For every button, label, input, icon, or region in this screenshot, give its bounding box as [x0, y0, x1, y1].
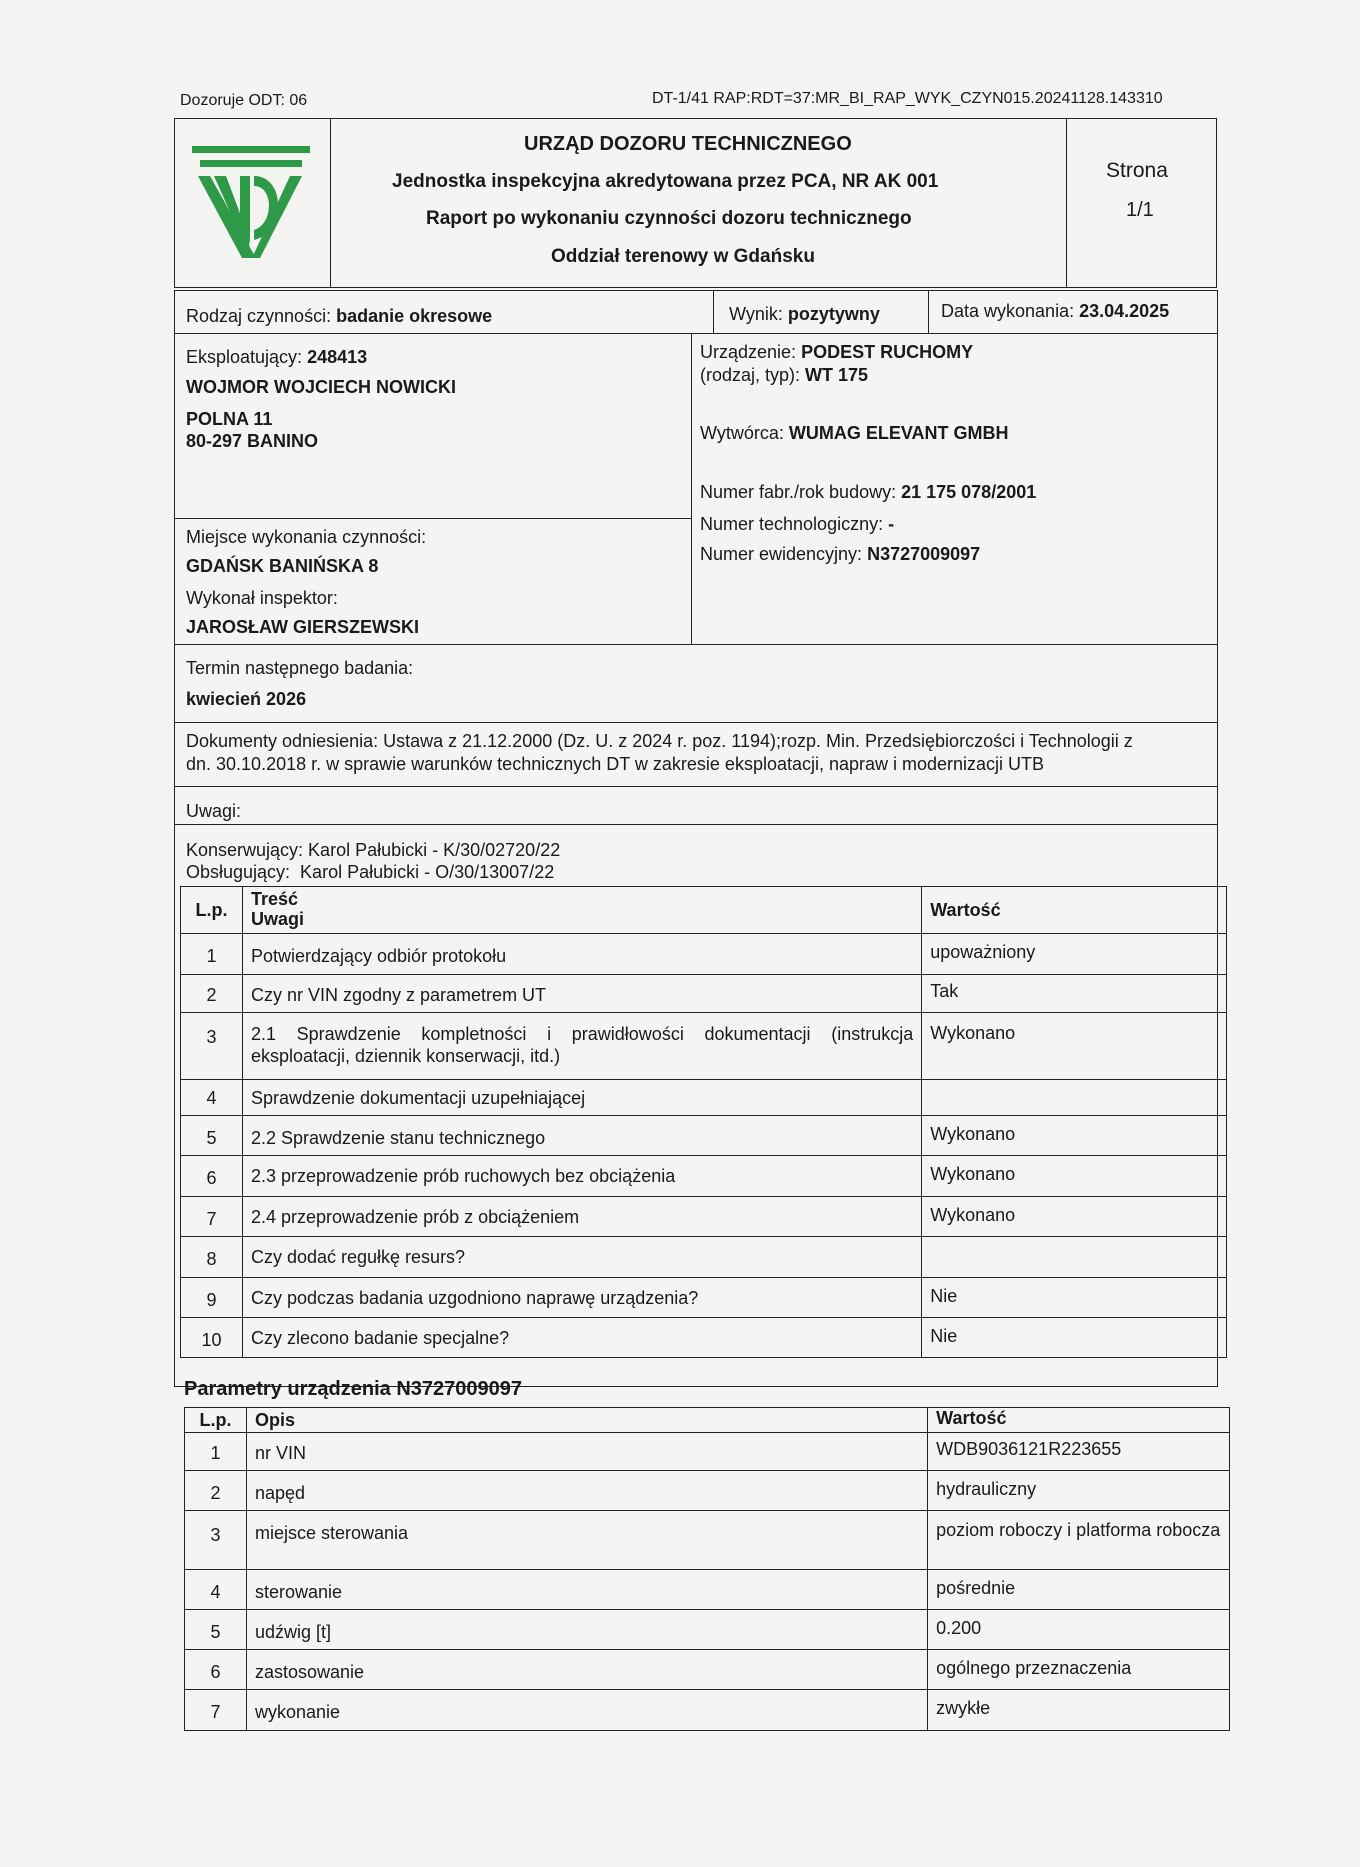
title-report: Raport po wykonaniu czynności dozoru technicznego [426, 208, 912, 229]
table-row: 7 wykonanie zwykłe [185, 1690, 1230, 1731]
inspector-name: JAROSŁAW GIERSZEWSKI [186, 617, 420, 637]
parameters-title: Parametry urządzenia N3727009097 [184, 1378, 522, 1400]
device-value: PODEST RUCHOMY [801, 342, 974, 362]
table-row: 4 sterowanie pośrednie [185, 1570, 1230, 1610]
operator-staff: Obsługujący: Karol Pałubicki - O/30/13007/22 [186, 862, 555, 882]
operator-field: Eksploatujący: 248413 [186, 347, 368, 367]
next-test-value: kwiecień 2026 [186, 689, 307, 709]
manufacturer-value: WUMAG ELEVANT GMBH [788, 423, 1009, 443]
registry-number-field: Numer ewidencyjny: N3727009097 [700, 544, 981, 564]
operator-street: POLNA 11 [186, 409, 273, 429]
table-row: 1 Potwierdzający odbiór protokołu upoważniony [181, 934, 1227, 975]
parameters-header-lp: L.p. [185, 1408, 247, 1433]
page-number: 1/1 [1126, 199, 1154, 221]
title-office: URZĄD DOZORU TECHNICZNEGO [524, 133, 852, 155]
device-field: Urządzenie: PODEST RUCHOMY [700, 342, 974, 362]
table-row: 2 Czy nr VIN zgodny z parametrem UT Tak [181, 975, 1227, 1013]
table-row: 9 Czy podczas badania uzgodniono naprawę urządzenia? Nie [181, 1278, 1227, 1318]
inspector-label: Wykonał inspektor: [186, 588, 338, 608]
reference-docs-line-1: Dokumenty odniesienia: Ustawa z 21.12.2000 (Dz. U. z 2024 r. poz. 1194);rozp. Min. Przedsiębiorczości i Technologii z [186, 731, 1133, 751]
place-value: GDAŃSK BANIŃSKA 8 [186, 556, 379, 576]
checks-header-row [181, 887, 1227, 934]
place-label: Miejsce wykonania czynności: [186, 527, 427, 547]
supervising-office: Dozoruje ODT: 06 [180, 92, 308, 109]
activity-type: Rodzaj czynności: badanie okresowe [186, 306, 493, 326]
parameters-header-value: Wartość [928, 1408, 1230, 1433]
document-reference: DT-1/41 RAP:RDT=37:MR_BI_RAP_WYK_CZYN015.20241128.143310 [652, 90, 1163, 107]
table-row: 5 udźwig [t] 0.200 [185, 1610, 1230, 1650]
table-row: 7 2.4 przeprowadzenie prób z obciążeniem Wykonano [181, 1197, 1227, 1237]
device-type-value: WT 175 [805, 365, 869, 385]
title-accreditation: Jednostka inspekcyjna akredytowana przez PCA, NR AK 001 [392, 171, 939, 192]
next-test-label: Termin następnego badania: [186, 658, 414, 678]
table-row: 6 zastosowanie ogólnego przeznaczenia [185, 1650, 1230, 1690]
serial-year-value: 21 175 078/2001 [901, 482, 1037, 502]
parameters-header-description: Opis [246, 1408, 927, 1433]
maintainer: Konserwujący: Karol Pałubicki - K/30/02720/22 [186, 840, 561, 860]
title-branch: Oddział terenowy w Gdańsku [551, 246, 815, 267]
checks-table [180, 886, 1227, 1358]
table-row: 1 nr VIN WDB9036121R223655 [185, 1433, 1230, 1471]
operator-city: 80-297 BANINO [186, 431, 319, 451]
table-row: 2 napęd hydrauliczny [185, 1471, 1230, 1511]
table-row: 10 Czy zlecono badanie specjalne? Nie [181, 1318, 1227, 1358]
parameters-header-row [185, 1408, 1230, 1433]
table-row: 8 Czy dodać regułkę resurs? [181, 1237, 1227, 1278]
table-row: 4 Sprawdzenie dokumentacji uzupełniającej [181, 1080, 1227, 1116]
registry-number-value: N3727009097 [867, 544, 981, 564]
tech-number-field: Numer technologiczny: - [700, 514, 895, 534]
result: Wynik: pozytywny [729, 304, 880, 324]
result-value: pozytywny [787, 304, 880, 324]
checks-header-content: Treść Uwagi [242, 887, 921, 934]
checks-header-lp: L.p. [181, 887, 243, 934]
execution-date-value: 23.04.2025 [1079, 301, 1170, 321]
table-row: 3 2.1 Sprawdzenie kompletności i prawidłowości dokumentacji (instrukcja eksploatacji, dziennik konserwacji, itd.) Wykonano [181, 1013, 1227, 1080]
operator-id: 248413 [307, 347, 368, 367]
remarks-label: Uwagi: [186, 801, 242, 821]
execution-date: Data wykonania: 23.04.2025 [941, 301, 1170, 321]
operator-name: WOJMOR WOJCIECH NOWICKI [186, 377, 456, 397]
serial-year-field: Numer fabr./rok budowy: 21 175 078/2001 [700, 482, 1037, 502]
activity-type-value: badanie okresowe [336, 306, 493, 326]
udt-logo-icon [190, 140, 320, 265]
parameters-table [184, 1407, 1230, 1731]
table-row: 3 miejsce sterowania poziom roboczy i platforma robocza [185, 1511, 1230, 1570]
table-row: 5 2.2 Sprawdzenie stanu technicznego Wykonano [181, 1116, 1227, 1156]
page-label: Strona [1106, 159, 1168, 182]
reference-docs-line-2: dn. 30.10.2018 r. w sprawie warunków technicznych DT w zakresie eksploatacji, napraw i modernizacji UTB [186, 754, 1045, 774]
manufacturer-field: Wytwórca: WUMAG ELEVANT GMBH [700, 423, 1009, 443]
tech-number-value: - [888, 514, 895, 534]
device-type-field: (rodzaj, typ): WT 175 [700, 365, 869, 385]
checks-header-value: Wartość [922, 887, 1227, 934]
table-row: 6 2.3 przeprowadzenie prób ruchowych bez obciążenia Wykonano [181, 1156, 1227, 1197]
